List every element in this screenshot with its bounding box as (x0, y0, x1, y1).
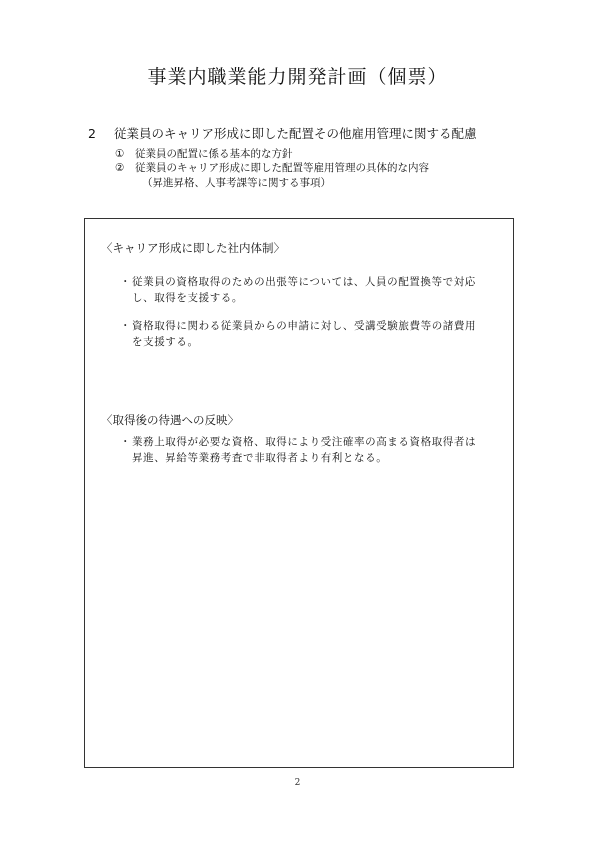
box-heading-career-system: 〈キャリア形成に即した社内体制〉 (101, 241, 285, 255)
sub-item-mark: ① (115, 148, 125, 160)
bullet-item (120, 318, 480, 350)
bullet-item (120, 274, 480, 306)
bullet-text: 従業員の資格取得のための出張等については、人員の配置換等で対応し、取得を支援する。 (132, 276, 476, 304)
bullet-text: 業務上取得が必要な資格、取得により受注確率の高まる資格取得者は昇進、昇給等業務考査で非取得者より有利となる。 (132, 436, 477, 464)
sub-item-details (115, 160, 429, 175)
sub-item-mark: ② (115, 162, 125, 174)
bullet-text: 資格取得に関わる従業員からの申請に対し、受講受験旅費等の諸費用を支援する。 (132, 320, 477, 348)
page-title: 事業内職業能力開発計画（個票） (147, 66, 448, 88)
box-heading-treatment: 〈取得後の待遇への反映〉 (101, 413, 239, 427)
sub-item-policy (115, 146, 293, 161)
sub-note: （昇進昇格、人事考課等に関する事項） (142, 177, 331, 189)
sub-item-text: 従業員の配置に係る基本的な方針 (135, 148, 293, 160)
section-heading-text: 従業員のキャリア形成に即した配置その他雇用管理に関する配慮 (114, 126, 477, 141)
bullet-item (120, 434, 480, 466)
sub-item-text: 従業員のキャリア形成に即した配置等雇用管理の具体的な内容 (135, 162, 429, 174)
section-heading (88, 124, 477, 142)
bullet-dot: ・ (120, 436, 132, 448)
bullet-dot: ・ (120, 276, 132, 288)
bullet-dot: ・ (120, 320, 132, 332)
section-number: 2 (88, 126, 96, 141)
page-number: 2 (294, 778, 301, 788)
